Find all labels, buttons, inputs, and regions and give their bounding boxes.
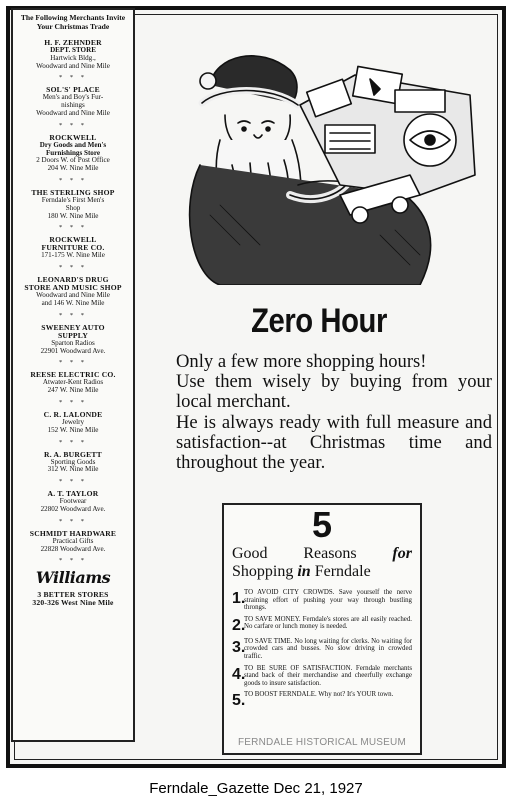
- ad-paragraph-2: Use them wisely by buying from your local merchant.: [176, 371, 492, 413]
- merchant-line: Shop: [65, 203, 81, 212]
- star-separator: * * *: [59, 74, 87, 82]
- reasons-title-word: for: [392, 545, 412, 562]
- merchant-line: Sporting Goods: [50, 457, 96, 466]
- merchant-line: Furnishings Store: [45, 148, 101, 157]
- merchant-entry: [16, 490, 130, 514]
- star-separator: * * *: [59, 224, 87, 232]
- merchant-line: and 146 W. Nine Mile: [41, 298, 105, 307]
- merchant-line: Woodward and Nine Mile: [36, 108, 110, 117]
- reason-item: [232, 616, 412, 634]
- reasons-title-word: in: [297, 563, 311, 580]
- merchant-line: 22901 Woodward Ave.: [40, 346, 106, 355]
- merchant-directory: [11, 8, 135, 742]
- merchant-entry: [16, 324, 130, 356]
- merchant-line: 180 W. Nine Mile: [47, 211, 99, 220]
- santa-claus-illustration: [180, 45, 480, 285]
- merchant-name: SCHMIDT HARDWARE: [29, 528, 117, 538]
- star-separator: * * *: [59, 176, 87, 184]
- reason-text: TO SAVE TIME. No long waiting for clerks. No waiting for crowded cars and busses. No slow driving in crowded traffic.: [244, 637, 412, 660]
- merchant-name: A. T. TAYLOR: [47, 489, 99, 499]
- merchant-name: H. F. ZEHNDER: [44, 38, 102, 47]
- merchant-line: Jewelry: [61, 417, 85, 426]
- reason-number: 5.: [232, 692, 246, 710]
- star-separator: * * *: [59, 398, 87, 406]
- star-separator: * * *: [59, 359, 87, 367]
- merchant-line: 152 W. Nine Mile: [47, 425, 99, 434]
- ad-paragraph-1: Only a few more shopping hours!: [176, 351, 427, 372]
- merchant-line: 22828 Woodward Ave.: [40, 544, 106, 553]
- merchant-line: Men's and Boy's Fur-: [42, 93, 104, 102]
- merchant-line: Dry Goods and Men's: [39, 140, 107, 149]
- image-caption: Ferndale_Gazette Dec 21, 1927: [149, 780, 363, 797]
- merchant-entry: [16, 530, 130, 554]
- ad-body-copy: [156, 352, 492, 473]
- merchant-entry: [16, 411, 130, 435]
- merchant-line: DEPT. STORE: [50, 46, 96, 54]
- merchant-entry: [16, 86, 130, 117]
- merchant-name: R. A. BURGETT: [44, 449, 102, 459]
- merchant-name: SOL'S' PLACE: [46, 85, 100, 95]
- reason-number: 3.: [232, 638, 246, 656]
- merchant-line: Sparton Radios: [51, 338, 95, 347]
- merchant-name: THE STERLING SHOP: [31, 187, 115, 197]
- merchant-name: LEONARD'S DRUG STORE AND MUSIC SHOP: [24, 275, 122, 293]
- merchant-line: nishings: [61, 101, 85, 110]
- reason-number: 2.: [232, 616, 246, 634]
- five-reasons-box: [222, 503, 422, 755]
- merchant-name: ROCKWELL FURNITURE CO.: [41, 235, 105, 253]
- williams-logo: Williams: [35, 568, 111, 588]
- merchant-name: REESE ELECTRIC CO.: [30, 370, 116, 380]
- reasons-title-word: Shopping: [232, 563, 294, 580]
- star-separator: * * *: [59, 121, 87, 129]
- merchant-line: Woodward and Nine Mile: [36, 61, 110, 70]
- reason-text: TO AVOID CITY CROWDS. Save yourself the nerve straining effort of pushing your way through bustling throngs.: [244, 589, 412, 612]
- merchant-line: 204 W. Nine Mile: [47, 164, 99, 173]
- merchant-line: 320-326 West Nine Mile: [32, 598, 114, 608]
- reason-number: 4.: [232, 665, 246, 683]
- reasons-title-word: Good: [232, 545, 268, 562]
- reasons-title-word: Reasons: [303, 545, 357, 562]
- reason-item: [232, 665, 412, 688]
- merchant-line: 312 W. Nine Mile: [47, 465, 99, 474]
- merchant-entry: [16, 189, 130, 220]
- merchant-line: 247 W. Nine Mile: [47, 386, 99, 395]
- merchant-line: Atwater-Kent Radios: [42, 378, 104, 387]
- star-separator: * * *: [59, 478, 87, 486]
- merchant-line: Hartwick Bldg.,: [50, 53, 96, 62]
- merchant-name: SWEENEY AUTO SUPPLY: [41, 322, 105, 340]
- reasons-title: [232, 545, 412, 581]
- reasons-title-word: Ferndale: [314, 563, 371, 580]
- merchant-entry: [16, 569, 130, 607]
- merchant-line: Woodward and Nine Mile: [36, 291, 110, 300]
- star-separator: * * *: [59, 311, 87, 319]
- star-separator: * * *: [59, 438, 87, 446]
- merchant-entry: [16, 371, 130, 395]
- reason-number: 1.: [232, 590, 246, 607]
- merchant-directory-header: The Following Merchants Invite Your Christmas Trade: [20, 13, 126, 31]
- star-separator: * * *: [59, 557, 87, 565]
- merchant-line: Practical Gifts: [52, 536, 94, 545]
- merchant-entry: [16, 236, 130, 260]
- merchant-entry: [16, 134, 130, 173]
- merchant-line: Footwear: [59, 497, 87, 506]
- merchant-line: 3 BETTER STORES: [37, 590, 109, 600]
- merchant-line: 2 Doors W. of Post Office: [36, 156, 110, 165]
- ad-paragraph-3: He is always ready with full measure and satisfaction--at Christmas time and throughout the year.: [176, 411, 492, 474]
- reasons-big-number: 5: [311, 504, 333, 545]
- merchant-line: 22802 Woodward Ave.: [40, 504, 106, 513]
- reason-item: [232, 691, 412, 709]
- reason-text: TO SAVE MONEY. Ferndale's stores are all easily reached. No carfare or lunch money is needed.: [244, 615, 412, 631]
- merchant-name: ROCKWELL: [49, 132, 97, 142]
- merchant-entry: [16, 276, 130, 308]
- merchant-name: C. R. LALONDE: [43, 409, 103, 419]
- merchant-line: Ferndale's First Men's: [41, 195, 105, 204]
- reason-text: TO BE SURE OF SATISFACTION. Ferndale merchants stand back of their merchandise and cheerfully exchange goods to insure satisfaction.: [244, 664, 412, 687]
- merchant-entry: [16, 451, 130, 475]
- star-separator: * * *: [59, 517, 87, 525]
- merchant-line: 171-175 W. Nine Mile: [41, 251, 105, 260]
- merchant-entry: [16, 39, 130, 70]
- star-separator: * * *: [59, 264, 87, 272]
- ad-headline: Zero Hour: [251, 302, 387, 340]
- reason-item: [232, 638, 412, 661]
- reason-item: [232, 589, 412, 612]
- museum-watermark: FERNDALE HISTORICAL MUSEUM: [238, 737, 407, 748]
- reason-text: TO BOOST FERNDALE. Why not? It's YOUR town.: [244, 691, 394, 699]
